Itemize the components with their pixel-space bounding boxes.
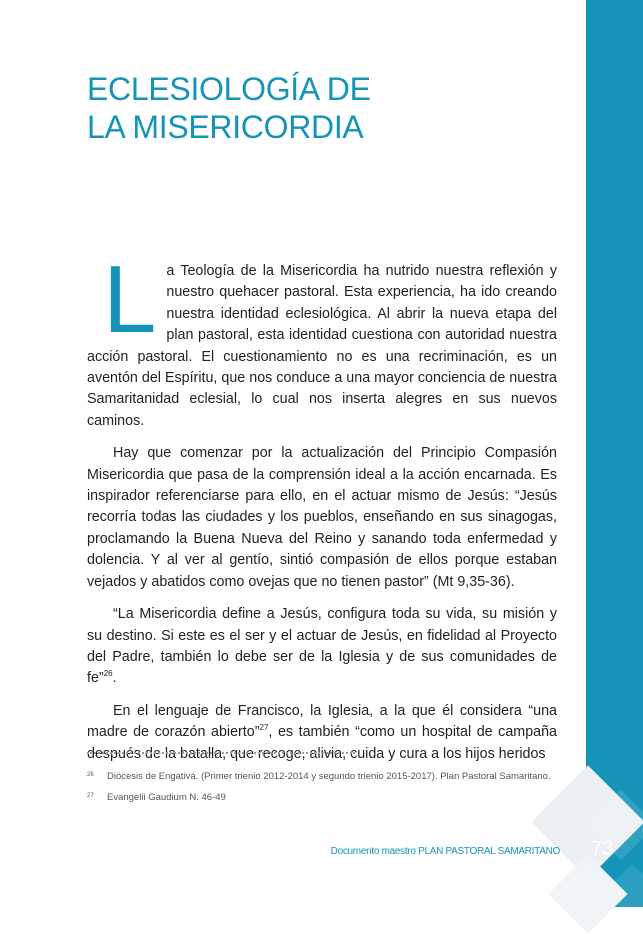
paragraph-4: [87, 701, 557, 765]
paragraph-3-end: .: [112, 670, 117, 687]
paragraph-4-text-a: En el lenguaje de Francisco, la Iglesia, a la que él considera “una madre de corazón abierto”: [87, 702, 557, 741]
drop-cap: L: [103, 246, 157, 353]
chapter-title-line-1: ECLESIOLOGÍA DE: [87, 71, 371, 107]
chapter-title-line-2: LA MISERICORDIA: [87, 109, 364, 145]
footnote-number: 27: [87, 793, 94, 799]
footnote-ref-27[interactable]: 27: [259, 723, 269, 733]
footnote-ref-26[interactable]: 26: [103, 669, 113, 679]
paragraph-1-text: a Teología de la Misericordia ha nutrido nuestra reflexión y nuestro quehacer pastoral. Esta experiencia, ha ido creando nuestra identidad eclesiológica. Al abrir la nueva etapa del plan pastoral, esta identidad cuestiona con autoridad nuestra acción pastoral. El cuestionamiento no es una recriminación, es un aventón del Espíritu, que nos conduce a una mayor conciencia de nuestra Samaritanidad eclesial, lo cual nos inserta alegres en sus nuevos caminos.: [87, 263, 557, 429]
paragraph-1: [87, 246, 557, 432]
footnote-separator: [87, 752, 355, 754]
footnote-item: [87, 792, 559, 804]
chapter-title: [87, 70, 371, 146]
side-color-bar: [586, 0, 643, 907]
paragraph-3-text: “La Misericordia define a Jesús, configura toda su vida, su misión y su destino. Si este es el ser y el actuar de Jesús, en fidelidad al Proyecto del Padre, también lo debe ser de la Iglesia y de sus comunidades de fe”: [87, 606, 557, 687]
footnote-number: 26: [87, 772, 94, 778]
body-text: [87, 246, 557, 776]
footnote-item: [87, 771, 559, 783]
page-number: 73: [590, 838, 614, 860]
footnotes: [87, 771, 559, 813]
paragraph-3: [87, 604, 557, 690]
footnote-text: Evangelii Gaudium N. 46-49: [107, 792, 226, 803]
document-footer-label: Documento maestro PLAN PASTORAL SAMARITANO: [330, 846, 560, 857]
paragraph-4-text-b: , es también “como un hospital de campaña después de la batalla, que recoge, alivia, cuida y cura a los hijos heridos: [87, 724, 557, 762]
paragraph-2: Hay que comenzar por la actualización del Principio Compasión Misericordia que pasa de la comprensión ideal a la acción encarnada. Es inspirador referenciarse para ello, en el actuar mismo de Jesús: “Jesús recorría todas las ciudades y los pueblos, enseñando en sus sinagogas, proclamando la Buena Nueva del Reino y sanando toda enfermedad y dolencia. Y al ver al gentío, sintió compasión de ellos porque estaban vejados y abatidos como ovejas que no tienen pastor” (Mt 9,35-36).: [87, 445, 557, 590]
footnote-text: Diócesis de Engativá. (Primer trienio 2012-2014 y segundo trienio 2015-2017). Plan Pastoral Samaritano.: [107, 771, 551, 782]
